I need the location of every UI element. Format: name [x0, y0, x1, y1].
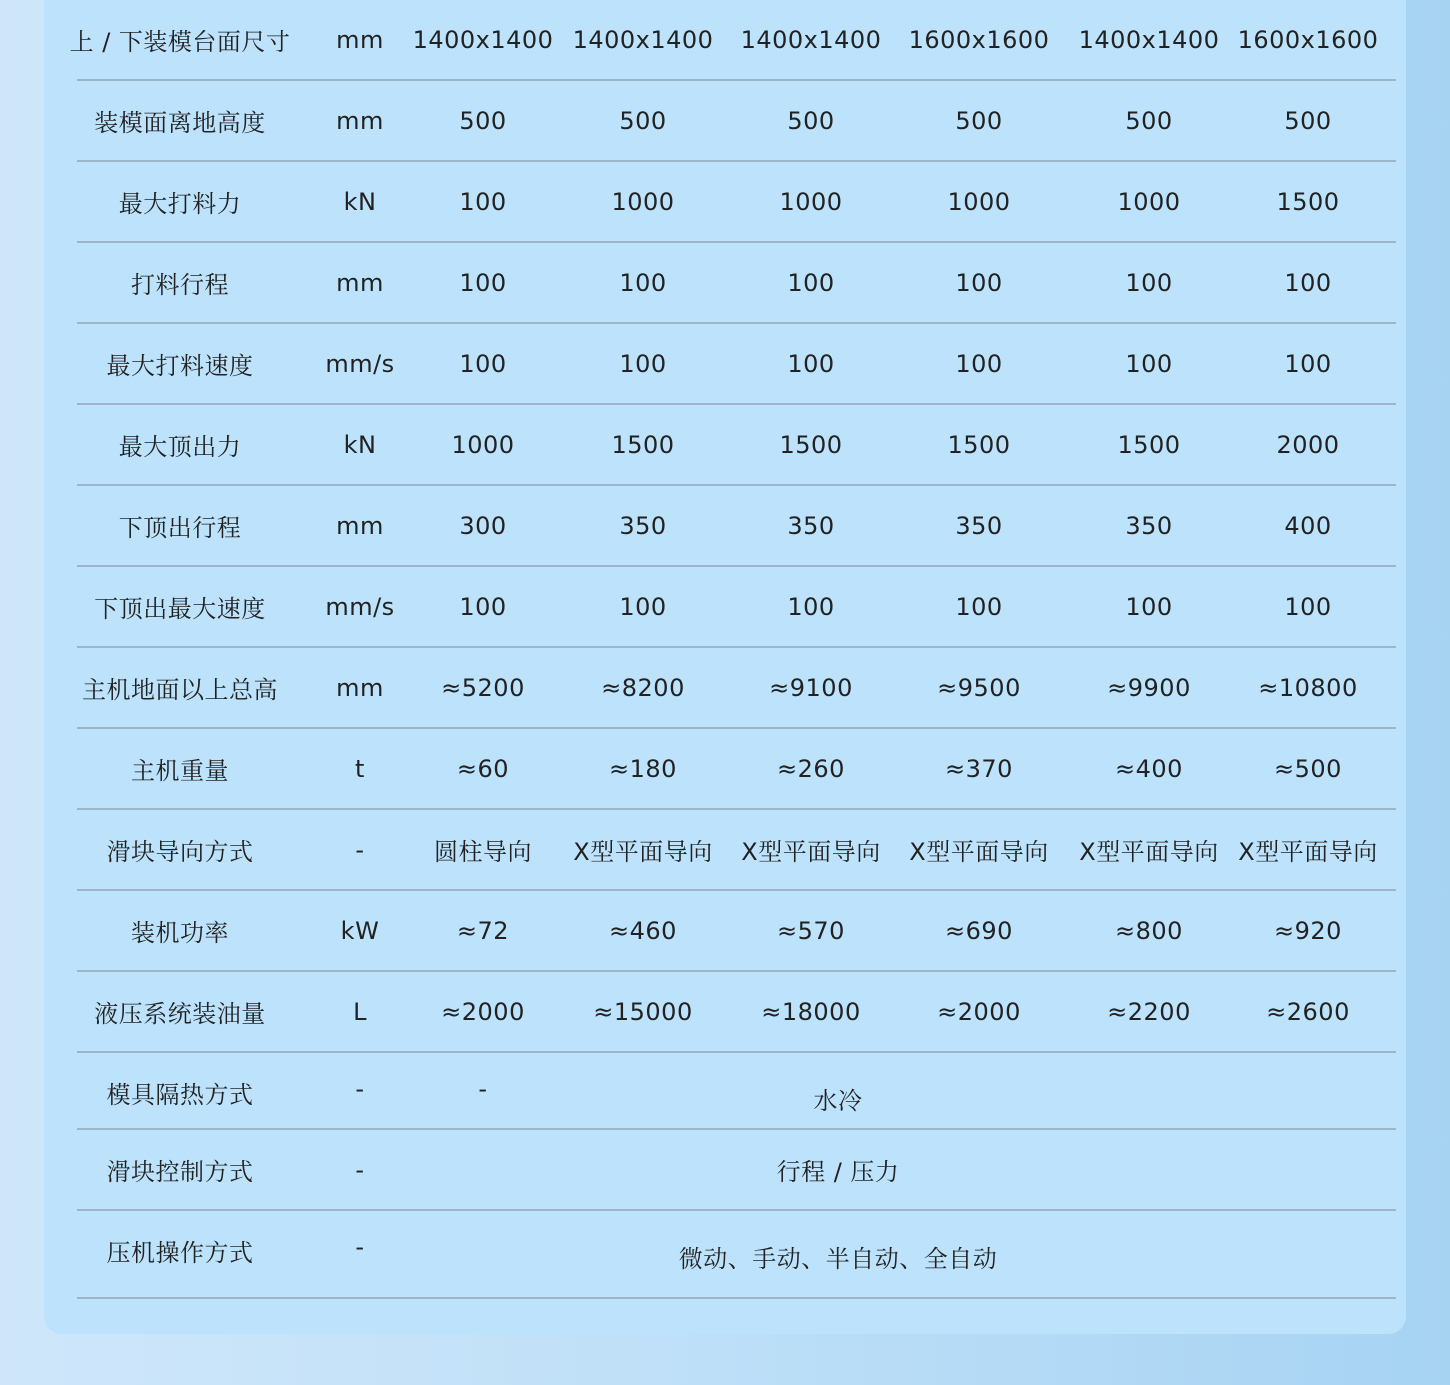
row-value: ≈2000	[441, 997, 525, 1026]
row-unit: -	[355, 1075, 365, 1103]
row-value: 100	[1125, 268, 1173, 297]
row-value-merged: 行程 / 压力	[776, 1158, 900, 1186]
row-unit: kW	[340, 916, 380, 945]
row-value: 100	[459, 268, 507, 297]
row-unit: mm	[336, 511, 384, 540]
table-row	[77, 810, 1396, 891]
row-value: 100	[955, 592, 1003, 621]
row-value: 1500	[1117, 430, 1181, 459]
row-value: -	[478, 1075, 488, 1103]
row-label: 打料行程	[131, 271, 229, 299]
row-unit: mm/s	[325, 592, 395, 621]
spec-table	[69, 0, 1396, 1299]
table-row	[77, 486, 1396, 567]
row-label: 模具隔热方式	[106, 1081, 254, 1109]
row-value: 500	[787, 106, 835, 135]
row-value: 1000	[1117, 187, 1181, 216]
spec-card	[44, 0, 1406, 1334]
row-value: ≈9500	[937, 673, 1021, 702]
row-value: 1400x1400	[740, 25, 882, 54]
row-value: 100	[459, 187, 507, 216]
row-label: 最大打料力	[118, 190, 242, 218]
row-value: 500	[459, 106, 507, 135]
row-value-merged: 微动、手动、半自动、全自动	[678, 1245, 998, 1273]
row-label: 压机操作方式	[106, 1239, 254, 1267]
row-label: 装机功率	[131, 919, 229, 947]
row-label: 最大顶出力	[118, 433, 242, 461]
row-value: 500	[1125, 106, 1173, 135]
row-value: ≈920	[1274, 916, 1342, 945]
row-value: ≈570	[777, 916, 845, 945]
row-label: 最大打料速度	[106, 352, 254, 380]
row-label: 液压系统装油量	[94, 1000, 266, 1028]
row-value: ≈60	[456, 754, 510, 783]
row-value: 400	[1284, 511, 1332, 540]
row-value: 100	[459, 592, 507, 621]
row-value: 1000	[451, 430, 515, 459]
table-row	[77, 162, 1396, 243]
row-value: ≈260	[777, 754, 845, 783]
row-value: 1400x1400	[412, 25, 554, 54]
table-row	[77, 891, 1396, 972]
row-label: 滑块控制方式	[106, 1158, 254, 1186]
row-unit: mm	[336, 106, 384, 135]
row-value: 100	[1284, 268, 1332, 297]
row-value: ≈690	[945, 916, 1013, 945]
row-value: 300	[459, 511, 507, 540]
table-row	[77, 567, 1396, 648]
row-value: ≈2600	[1266, 997, 1350, 1026]
row-value: 100	[787, 349, 835, 378]
row-value: ≈9100	[769, 673, 853, 702]
row-unit: mm	[336, 673, 384, 702]
row-value: 100	[955, 349, 1003, 378]
row-label: 主机地面以上总高	[82, 676, 278, 704]
row-value: ≈370	[945, 754, 1013, 783]
row-value: 500	[955, 106, 1003, 135]
row-value: 500	[619, 106, 667, 135]
row-value: 100	[1284, 349, 1332, 378]
row-value: 100	[619, 349, 667, 378]
row-label: 装模面离地高度	[94, 109, 266, 137]
table-row-press-operation	[77, 1211, 1396, 1299]
table-row	[77, 324, 1396, 405]
row-value: 圆柱导向	[434, 838, 532, 866]
row-value: ≈18000	[761, 997, 861, 1026]
row-value: ≈15000	[593, 997, 693, 1026]
row-unit: mm	[336, 268, 384, 297]
row-value: 1000	[947, 187, 1011, 216]
row-value: ≈2000	[937, 997, 1021, 1026]
row-unit: mm/s	[325, 349, 395, 378]
row-value: 1500	[611, 430, 675, 459]
row-value: 350	[619, 511, 667, 540]
row-value: ≈8200	[601, 673, 685, 702]
table-row	[77, 405, 1396, 486]
row-unit: -	[355, 835, 365, 864]
row-label: 下顶出最大速度	[94, 595, 266, 623]
table-row	[77, 972, 1396, 1053]
row-value: ≈460	[609, 916, 677, 945]
row-value: 1000	[779, 187, 843, 216]
row-value: ≈500	[1274, 754, 1342, 783]
row-value: 1500	[1276, 187, 1340, 216]
table-row-mold-insulation	[77, 1053, 1396, 1130]
table-row	[77, 729, 1396, 810]
row-value: 100	[1125, 349, 1173, 378]
row-unit: kN	[343, 430, 377, 459]
row-value: 350	[1125, 511, 1173, 540]
row-unit: kN	[343, 187, 377, 216]
row-value: 1500	[779, 430, 843, 459]
row-value: 100	[1125, 592, 1173, 621]
row-value: 1400x1400	[572, 25, 714, 54]
table-row	[77, 243, 1396, 324]
row-value: X型平面导向	[1238, 838, 1378, 866]
row-label: 滑块导向方式	[106, 838, 254, 866]
row-value: 1600x1600	[908, 25, 1050, 54]
row-value: ≈400	[1115, 754, 1183, 783]
table-row-slide-control	[77, 1130, 1396, 1211]
row-value: 100	[787, 268, 835, 297]
row-value: X型平面导向	[1079, 838, 1219, 866]
row-value: 1500	[947, 430, 1011, 459]
row-unit: -	[355, 1233, 365, 1261]
row-value: 100	[955, 268, 1003, 297]
row-value: 1600x1600	[1237, 25, 1379, 54]
row-value-merged: 水冷	[813, 1087, 863, 1115]
row-value: 350	[787, 511, 835, 540]
row-value: ≈2200	[1107, 997, 1191, 1026]
row-value: 100	[1284, 592, 1332, 621]
row-value: 100	[459, 349, 507, 378]
row-value: X型平面导向	[573, 838, 713, 866]
row-value: 500	[1284, 106, 1332, 135]
table-row	[69, 0, 1396, 81]
row-value: ≈72	[456, 916, 510, 945]
table-row	[77, 648, 1396, 729]
row-value: X型平面导向	[741, 838, 881, 866]
row-value: 1400x1400	[1078, 25, 1220, 54]
row-value: 100	[619, 592, 667, 621]
row-label: 主机重量	[131, 757, 229, 785]
row-value: ≈5200	[441, 673, 525, 702]
row-value: ≈180	[609, 754, 677, 783]
row-label: 上 / 下装模台面尺寸	[69, 28, 291, 56]
row-value: ≈9900	[1107, 673, 1191, 702]
row-value: 100	[787, 592, 835, 621]
row-value: 2000	[1276, 430, 1340, 459]
row-unit: t	[355, 754, 365, 783]
table-row	[77, 81, 1396, 162]
row-value: ≈800	[1115, 916, 1183, 945]
row-value: 1000	[611, 187, 675, 216]
row-value: ≈10800	[1258, 673, 1358, 702]
row-unit: L	[353, 997, 367, 1026]
row-value: 350	[955, 511, 1003, 540]
row-value: X型平面导向	[909, 838, 1049, 866]
row-unit: mm	[336, 25, 384, 54]
row-value: 100	[619, 268, 667, 297]
row-label: 下顶出行程	[118, 514, 242, 542]
row-unit: -	[355, 1155, 365, 1184]
